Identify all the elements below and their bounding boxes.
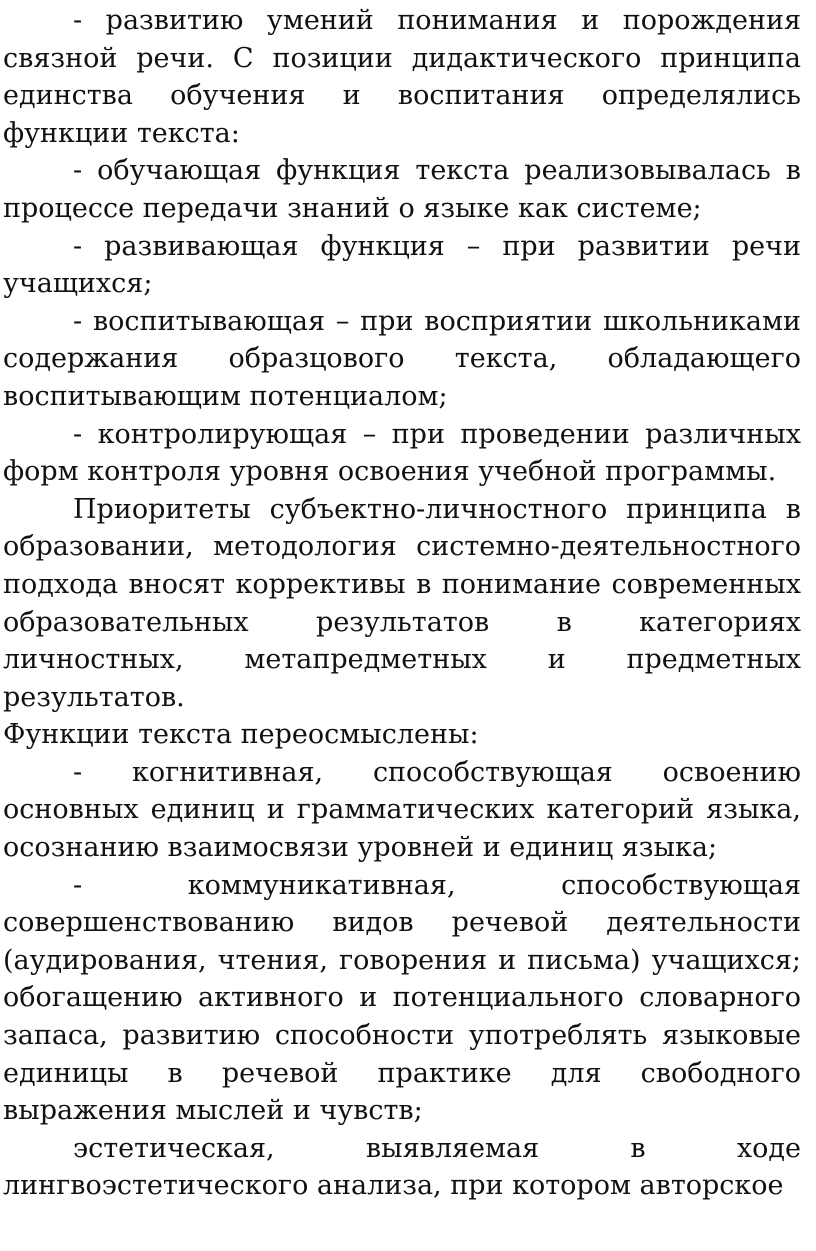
paragraph-1: - развитию умений понимания и порождения связной речи. С позиции дидактического принципа единства обучения и воспитания определялись функции текста: (3, 5, 801, 149)
paragraph-8: - когнитивная, способствующая освоению основных единиц и грамматических категорий языка, осознанию взаимосвязи уровней и единиц языка; (3, 756, 801, 864)
paragraph-10: эстетическая, выявляемая в ходе лингвоэстетического анализа, при котором авторское (3, 1132, 801, 1202)
paragraph-7: Функции текста переосмыслены: (3, 719, 479, 751)
paragraph-4: - воспитывающая – при восприятии школьниками содержания образцового текста, обладающего воспитывающим потенциалом; (3, 305, 801, 412)
document-page (3, 0, 801, 1205)
paragraph-9: - коммуникативная, способствующая совершенствованию видов речевой деятельности (аудирования, чтения, говорения и письма) учащихся; обогащению активного и потенциального словарного запаса, развитию способности употреблять языковые единицы в речевой практике для свободного выражения мыслей и чувств; (3, 869, 801, 1127)
paragraph-3: - развивающая функция – при развитии речи учащихся; (3, 230, 801, 300)
paragraph-5: - контролирующая – при проведении различных форм контроля уровня освоения учебной программы. (3, 418, 801, 488)
paragraph-6: Приоритеты субъектно-личностного принципа в образовании, методология системно-деятельностного подхода вносят коррективы в понимание современных образовательных результатов в категориях личностных, метапредметных и предметных результатов. (3, 493, 801, 713)
paragraph-2: - обучающая функция текста реализовывалась в процессе передачи знаний о языке как системе; (3, 155, 801, 224)
